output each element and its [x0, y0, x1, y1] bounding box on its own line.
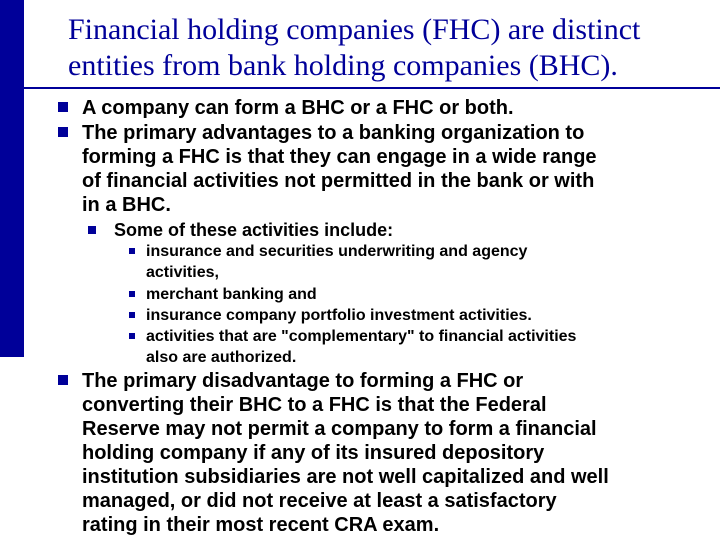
activity-line: activities that are "complementary" to financial activities	[146, 328, 577, 345]
sub-bullet-square-icon	[88, 226, 96, 234]
activity-item-3	[146, 305, 532, 326]
subsub-bullet-square-icon	[129, 312, 135, 318]
bullet-3-line: institution subsidiaries are not well capitalized and well	[82, 466, 609, 488]
activity-item-2	[146, 284, 317, 305]
title-line-2: entities from bank holding companies (BHC).	[68, 49, 618, 82]
bullet-3-line: holding company if any of its insured depository	[82, 442, 545, 464]
bullet-3-line: managed, or did not receive at least a satisfactory	[82, 490, 557, 512]
sub-bullet-text: Some of these activities include:	[114, 220, 394, 240]
bullet-2-line: forming a FHC is that they can engage in a wide range	[82, 146, 597, 168]
bullet-3-line: The primary disadvantage to forming a FHC or	[82, 370, 524, 392]
activity-line: also are authorized.	[146, 349, 297, 366]
bullet-3-line: converting their BHC to a FHC is that the Federal	[82, 394, 547, 416]
bullet-2-line: The primary advantages to a banking organization to	[82, 122, 585, 144]
activity-line: insurance company portfolio investment activities.	[146, 307, 532, 324]
bullet-square-icon	[58, 127, 68, 137]
bullet-square-icon	[58, 375, 68, 385]
bullet-square-icon	[58, 102, 68, 112]
slide-title	[68, 12, 708, 84]
activity-line: activities,	[146, 264, 219, 281]
bullet-1-text: A company can form a BHC or a FHC or both.	[82, 97, 514, 119]
title-divider	[0, 87, 720, 89]
subsub-bullet-square-icon	[129, 248, 135, 254]
subsub-bullet-square-icon	[129, 333, 135, 339]
activity-item-1	[146, 241, 527, 283]
subsub-bullet-square-icon	[129, 291, 135, 297]
left-accent-bar	[0, 0, 24, 357]
bullet-2-line: of financial activities not permitted in the bank or with	[82, 170, 595, 192]
activity-line: merchant banking and	[146, 286, 317, 303]
bullet-3-line: Reserve may not permit a company to form a financial	[82, 418, 597, 440]
bullet-3-text	[82, 369, 609, 537]
activity-item-4	[146, 326, 576, 368]
bullet-3-line: rating in their most recent CRA exam.	[82, 514, 440, 536]
bullet-2-text	[82, 121, 597, 217]
activity-line: insurance and securities underwriting and agency	[146, 243, 528, 260]
bullet-2-line: in a BHC.	[82, 194, 171, 216]
title-line-1: Financial holding companies (FHC) are distinct	[68, 13, 641, 46]
